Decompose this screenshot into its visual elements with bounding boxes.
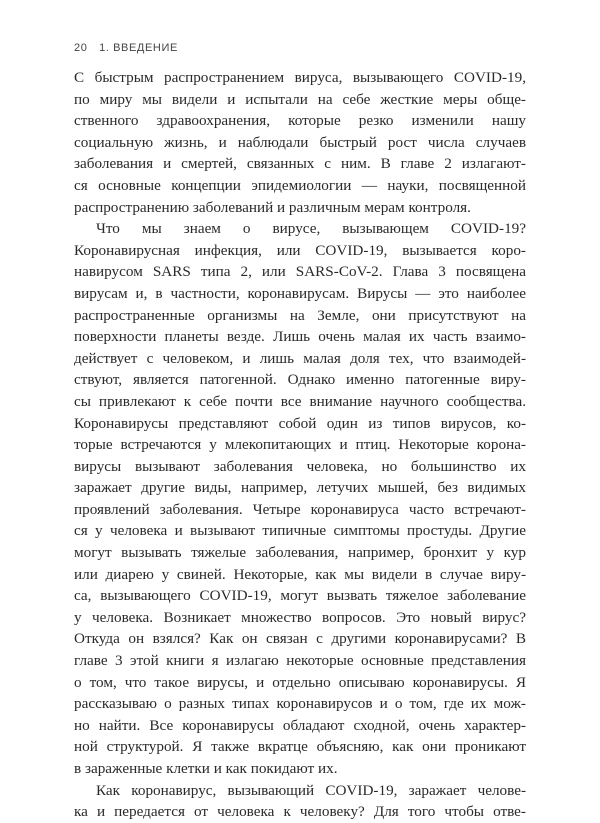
text-line: ственного здравоохранения, которые резко изменили нашу (74, 112, 526, 130)
text-line: распространенные организмы на Земле, они присутствуют на (74, 306, 526, 324)
text-line: ся у человека и вызывают типичные симптомы простуды. Другие (74, 522, 526, 540)
text-line: рассказываю о разных типах коронавирусов и о том, где их мож- (74, 695, 526, 713)
text-line: заболевания и смертей, связанных с ним. В главе 2 излагают- (74, 155, 526, 173)
text-line: торые встречаются у млекопитающих и птиц. Некоторые корона- (74, 436, 526, 454)
text-line: проявлений заболевания. Четыре коронавируса часто встречают- (74, 500, 526, 518)
text-line: навирусом SARS типа 2, или SARS-CoV-2. Глава 3 посвящена (74, 263, 526, 281)
body-text (74, 67, 526, 823)
text-line: но найти. Все коронавирусы обладают сходной, очень характер- (74, 716, 526, 734)
text-line: или диарею у свиней. Некоторые, как мы видели в случае виру- (74, 565, 526, 583)
text-line: ствуют, является патогенной. Однако именно патогенные виру- (74, 371, 526, 389)
text-line: в зараженные клетки и как покидают их. (74, 760, 338, 777)
text-line: Коронавирусы представляют собой один из типов вирусов, ко- (74, 414, 526, 432)
text-line: поверхности планеты везде. Лишь очень малая их часть взаимо- (74, 328, 526, 346)
text-line: сы привлекают к себе почти все внимание научного сообщества. (74, 392, 526, 410)
text-line: главе 3 этой книги я излагаю некоторые основные представления (74, 652, 526, 670)
paragraph-1 (74, 67, 526, 218)
text-line: Как коронавирус, вызывающий COVID-19, заражает челове- (96, 781, 526, 799)
text-line: ка и передается от человека к человеку? Для того чтобы отве- (74, 803, 526, 821)
paragraph-2 (74, 218, 526, 779)
text-line: вирусы вызывают заболевания человека, но большинство их (74, 457, 526, 475)
text-line: Откуда он взялся? Как он связан с другими коронавирусами? В (74, 630, 526, 648)
text-line: С быстрым распространением вируса, вызывающего COVID-19, (74, 69, 526, 86)
text-line: у человека. Возникает множество вопросов. Это новый вирус? (74, 608, 526, 626)
text-line: са, вызывающего COVID-19, могут вызвать тяжелое заболевание (74, 587, 526, 605)
text-line: Что мы знаем о вирусе, вызывающем COVID-19? (96, 220, 526, 238)
text-line: ся основные концепции эпидемиологии — науки, посвященной (74, 176, 526, 194)
text-line: распространению заболеваний и различным мерам контроля. (74, 198, 471, 216)
page-number: 20 (74, 42, 88, 54)
text-line: социальную жизнь, и наблюдали быстрый рост числа случаев (74, 133, 526, 151)
text-line: вирусам и, в частности, коронавирусам. Вирусы — это наиболее (74, 284, 526, 302)
text-line: заражает другие виды, например, летучих мышей, без видимых (74, 479, 526, 497)
text-line: ной структурой. Я также вкратце объясняю, как они проникают (74, 738, 526, 756)
running-head (74, 42, 178, 54)
text-line: могут вызывать тяжелые заболевания, например, бронхит у кур (74, 544, 526, 562)
text-line: по миру мы видели и испытали на себе жесткие меры обще- (74, 90, 526, 108)
section-title: 1. ВВЕДЕНИЕ (99, 42, 178, 54)
text-line: Коронавирусная инфекция, или COVID-19, вызывается коро- (74, 241, 526, 259)
text-line: о том, что такое вирусы, и отдельно описываю коронавирусы. Я (74, 673, 526, 691)
paragraph-3 (74, 780, 526, 823)
text-line: действует с человеком, и лишь малая доля тех, что взаимодей- (74, 349, 526, 367)
